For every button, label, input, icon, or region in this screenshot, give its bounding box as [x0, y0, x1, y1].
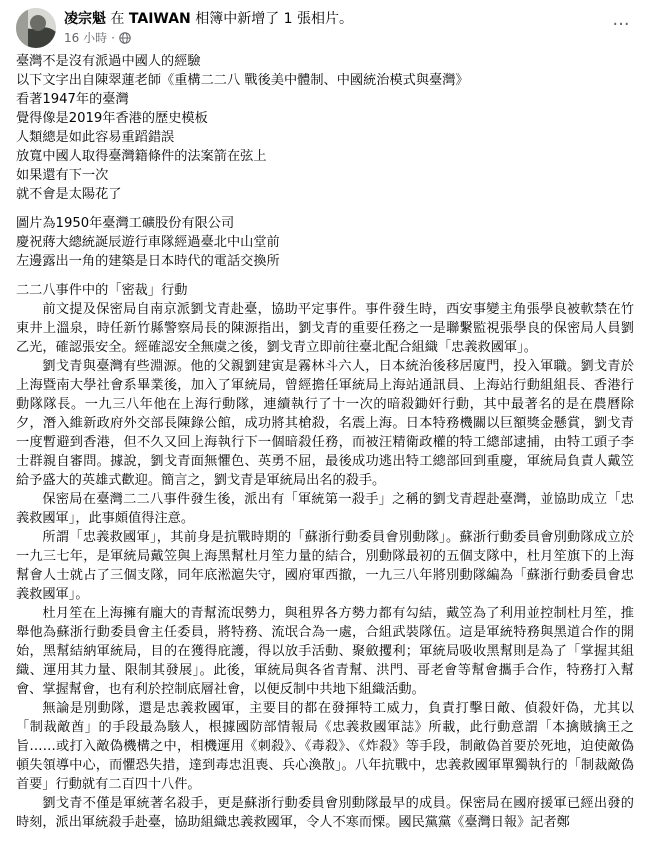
post-action-text: 相簿中新增了 1 張相片。 — [195, 11, 354, 27]
intro-line: 覺得像是2019年香港的歷史模板 — [16, 111, 208, 126]
body-paragraph: 保密局在臺灣二二八事件發生後，派出有「軍統第一殺手」之稱的劉戈青趕赴臺灣，並協助成立「忠義救國軍」，此事頗值得注意。 — [16, 492, 634, 526]
more-options-icon: ··· — [612, 13, 630, 35]
body-paragraph: 杜月笙在上海擁有龐大的青幫流氓勢力，與租界各方勢力都有勾結，戴笠為了利用並控制杜月笙，推舉他為蘇浙行動委員會主任委員，將特務、流氓合為一處，合組武裝隊伍。這是軍統特務與黑道合作的開始，黑幫結納軍統局，目的在獲得庇護，得以放手活動、聚斂攫利；軍統局吸收黑幫則是為了「掌握其組織、運用其力量、限制其發展」。此後，軍統局與各省青幫、洪門、哥老會等幫會攜手合作，特務打入幫會、掌握幫會，也有利於控制底層社會，以便反制中共地下組織活動。 — [16, 606, 634, 697]
more-options-button[interactable] — [607, 10, 635, 38]
intro-line: 臺灣不是沒有派過中國人的經驗 — [16, 54, 201, 69]
location-link[interactable]: TAIWAN — [128, 11, 191, 27]
body-paragraph: 劉戈青與臺灣有些淵源。他的父親劉建寅是霧林斗六人，日本統治後移居廈門，投入軍職。劉戈青於上海暨南大學社會系畢業後，加入了軍統局，曾經擔任軍統局上海站通訊員、上海站行動組組長、香港行動隊隊長。一九三八年他在上海行動隊，連續執行了十一次的暗殺鋤奸行動，其中最著名的是在農曆除夕，潛入維新政府外交部長陳錄公館，成功將其槍殺，名震上海。日本特務機關以巨額獎金懸賞，劉戈青一度暫避到香港，但不久又回上海執行下一個暗殺任務，而被汪精衛政權的特工總部逮捕，由特工頭子李士群親自審問。據說，劉戈青面無懼色、英勇不屈，最後成功逃出特工總部回到重慶，軍統局負責人戴笠給予盛大的英雄式歡迎。簡言之，劉戈青是軍統局出名的殺手。 — [16, 359, 634, 488]
meta-separator: · — [111, 31, 115, 45]
intro-line: 如果還有下一次 — [16, 168, 109, 183]
body-paragraph: 所謂「忠義救國軍」，其前身是抗戰時期的「蘇浙行動委員會別動隊」。蘇浙行動委員會別動隊成立於一九三七年，是軍統局戴笠與上海黑幫杜月笙力量的結合，別動隊最初的五個支隊中，杜月笙旗下的上海幫會人士就占了三個支隊，同年底淞滬失守，國府軍西撤，一九三八年將別動隊編為「蘇浙行動委員會忠義救國軍」。 — [16, 530, 634, 602]
caption-line: 圖片為1950年臺灣工礦股份有限公司 — [16, 216, 235, 231]
body-paragraph: 劉戈青不僅是軍統著名殺手，更是蘇浙行動委員會別動隊最早的成員。保密局在國府援軍已經出發的時刻，派出軍統殺手赴臺，協助組織忠義救國軍，令人不寒而慄。國民黨黨《臺灣日報》記者鄭 — [16, 796, 634, 830]
post-header — [16, 8, 635, 48]
post-body — [16, 52, 634, 832]
location-prefix: 在 — [110, 11, 125, 27]
body-paragraph: 無論是別動隊，還是忠義救國軍，主要目的都在發揮特工威力，負責打擊日敵、偵殺奸偽，尤其以「制裁敵酋」的手段最為駭人，根據國防部情報局《忠義救國軍誌》所載，此行動意謂「本擒賊擒王之旨……或打入敵偽機構之中，相機運用《刺殺》、《毒殺》、《炸殺》等手段，制敵偽首要於死地，迫使敵偽頓失領導中心，而懼恐失措，達到毒忠沮喪、兵心渙散」。八年抗戰中，忠義救國軍單獨執行的「制裁敵偽首要」行動就有二百四十八件。 — [16, 701, 634, 792]
avatar-image — [16, 8, 56, 48]
post-title-line — [64, 10, 353, 28]
intro-line: 人類總是如此容易重蹈錯誤 — [16, 130, 175, 145]
post-meta — [64, 30, 131, 46]
section-title: 二二八事件中的「密裁」行動 — [16, 283, 188, 298]
intro-line: 就不會是太陽花了 — [16, 187, 122, 202]
caption-line: 左邊露出一角的建築是日本時代的電話交換所 — [16, 254, 280, 269]
intro-line: 以下文字出自陳翠蓮老師《重構二二八 戰後美中體制、中國統治模式與臺灣》 — [16, 73, 469, 88]
author-name[interactable]: 凌宗魁 — [64, 11, 106, 27]
intro-line: 放寬中國人取得臺灣籍條件的法案箭在弦上 — [16, 149, 267, 164]
intro-line: 看著1947年的臺灣 — [16, 92, 129, 107]
post-timestamp[interactable]: 16 小時 — [64, 31, 108, 45]
body-paragraph: 前文提及保密局自南京派劉戈青赴臺，協助平定事件。事件發生時，西安事變主角張學良被軟禁在竹東井上溫泉，時任新竹縣警察局長的陳源指出，劉戈青的重要任務之一是聯繫監視張學良的保密局人員劉乙光，確認張安全。經確認安全無虞之後，劉戈青立即前往臺北配合組織「忠義救國軍」。 — [16, 302, 634, 355]
caption-line: 慶祝蔣大總統誕辰遊行車隊經過臺北中山堂前 — [16, 235, 280, 250]
avatar[interactable] — [16, 8, 56, 48]
globe-icon[interactable] — [119, 32, 131, 44]
